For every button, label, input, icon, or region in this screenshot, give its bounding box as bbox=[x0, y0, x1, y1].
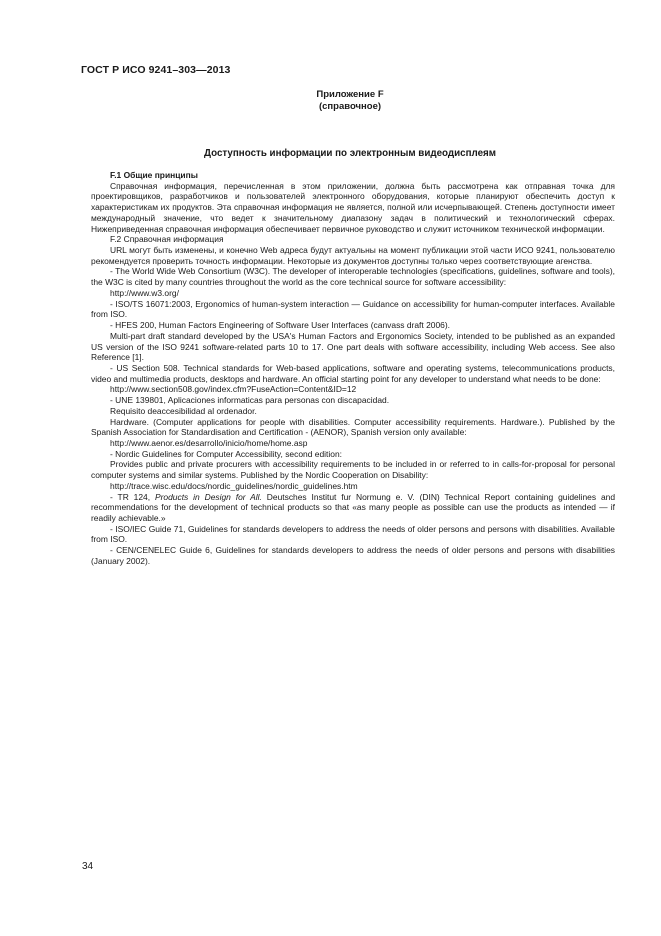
paragraph-f2: URL могут быть изменены, и конечно Web адреса будут актуальны на момент публикации этой части ИСО 9241, пользователю рекомендуется проверить точность информации. Некоторые из документов доступны только через соответствующие агенства. bbox=[91, 245, 615, 266]
annex-type: (справочное) bbox=[318, 101, 382, 112]
reference-iso16071: - ISO/TS 16071:2003, Ergonomics of human-system interaction — Guidance on accessibility for human-computer interfaces. Available from ISO. bbox=[91, 298, 615, 320]
document-body bbox=[91, 170, 615, 567]
tr124-prefix: - TR 124, bbox=[110, 491, 155, 502]
paragraph-nordic: Provides public and private procurers with accessibility requirements to be included in or referred to in calls-for-proposal for personal computer systems and similar systems. Published by the Nordic Cooperation on Disability: bbox=[91, 459, 615, 481]
reference-w3c: - The World Wide Web Consortium (W3C). The developer of interoperable technologies (specifications, guidelines, software and tools), the W3C is cited by many countries throughout the world as the core technical source for software accessibility: bbox=[91, 266, 615, 288]
url-w3c: http://www.w3.org/ bbox=[110, 287, 179, 298]
reference-section508: - US Section 508. Technical standards for Web-based applications, software and operating systems, telecommunications products, video and multimedia products, desktops and hardware. An official starting point for any developer to understand what needs to be done: bbox=[91, 362, 615, 384]
document-code-header: ГОСТ Р ИСО 9241–303—2013 bbox=[81, 64, 231, 76]
url-nordic: http://trace.wisc.edu/docs/nordic_guidelines/nordic_guidelines.htm bbox=[110, 480, 358, 491]
reference-hfes: - HFES 200, Human Factors Engineering of Software User Interfaces (canvass draft 2006). bbox=[110, 320, 450, 331]
reference-nordic: - Nordic Guidelines for Computer Accessibility, second edition: bbox=[110, 448, 342, 459]
paragraph-multipart: Multi-part draft standard developed by the USA's Human Factors and Ergonomics Society, intended to be published as an expanded US version of the ISO 9241 software-related parts 10 to 17. One part deals with software accessibility, including Web access. See also Reference [1]. bbox=[91, 330, 615, 363]
reference-une: - UNE 139801, Aplicaciones informaticas para personas con discapacidad. bbox=[110, 395, 390, 406]
reference-guide6: - CEN/CENELEC Guide 6, Guidelines for standards developers to address the needs of older persons and persons with disabilities (January 2002). bbox=[91, 545, 615, 566]
url-section508: http://www.section508.gov/index.cfm?FuseAction=Content&ID=12 bbox=[110, 384, 357, 395]
url-aenor: http://www.aenor.es/desarrollo/inicio/home/home.asp bbox=[110, 437, 308, 448]
paragraph-requisito: Requisito deaccesibilidad al ordenador. bbox=[110, 405, 257, 416]
page-number: 34 bbox=[82, 861, 94, 872]
annex-label: Приложение F bbox=[316, 89, 384, 100]
subsection-heading-f1: F.1 Общие принципы bbox=[110, 170, 198, 180]
annex-heading bbox=[200, 89, 500, 113]
section-title: Доступность информации по электронным видеодисплеям bbox=[203, 148, 496, 159]
subsection-heading-f2: F.2 Справочная информация bbox=[110, 234, 224, 245]
tr124-rest: Deutsches Institut fur Normung e. V. (DIN) Technical Report containing guidelines and recommendations for the development of technical products so that «as many people as possible can use the products as intended — if readily achievable.» bbox=[91, 491, 616, 523]
paragraph-hardware: Hardware. (Computer applications for people with disabilities. Computer accessibility requirements. Hardware.). Published by the Spanish Association for Standardisation and Certification - (AENOR), Spanish version only available: bbox=[91, 416, 615, 438]
reference-tr124 bbox=[91, 492, 615, 524]
reference-guide71: - ISO/IEC Guide 71, Guidelines for standards developers to address the needs of older persons and persons with disabilities. Available from ISO. bbox=[91, 523, 615, 545]
paragraph-f1: Справочная информация, перечисленная в этом приложении, должна быть рассмотрена как отправная точка для проектировщиков, разработчиков и пользователей электронного оборудования, которые планируют обеспечить доступ к характеристикам их продуктов. Эта справочная информация не является, полной или исчерпывающей. Степень доступности имеет международный значение, что ведет к значительному диапазону задач в политический и технологический сферах. Нижеприведенная справочная информация обеспечивает первичное руководство и служит источником технической информации. bbox=[91, 180, 615, 234]
tr124-title: Products in Design for All. bbox=[154, 491, 262, 502]
